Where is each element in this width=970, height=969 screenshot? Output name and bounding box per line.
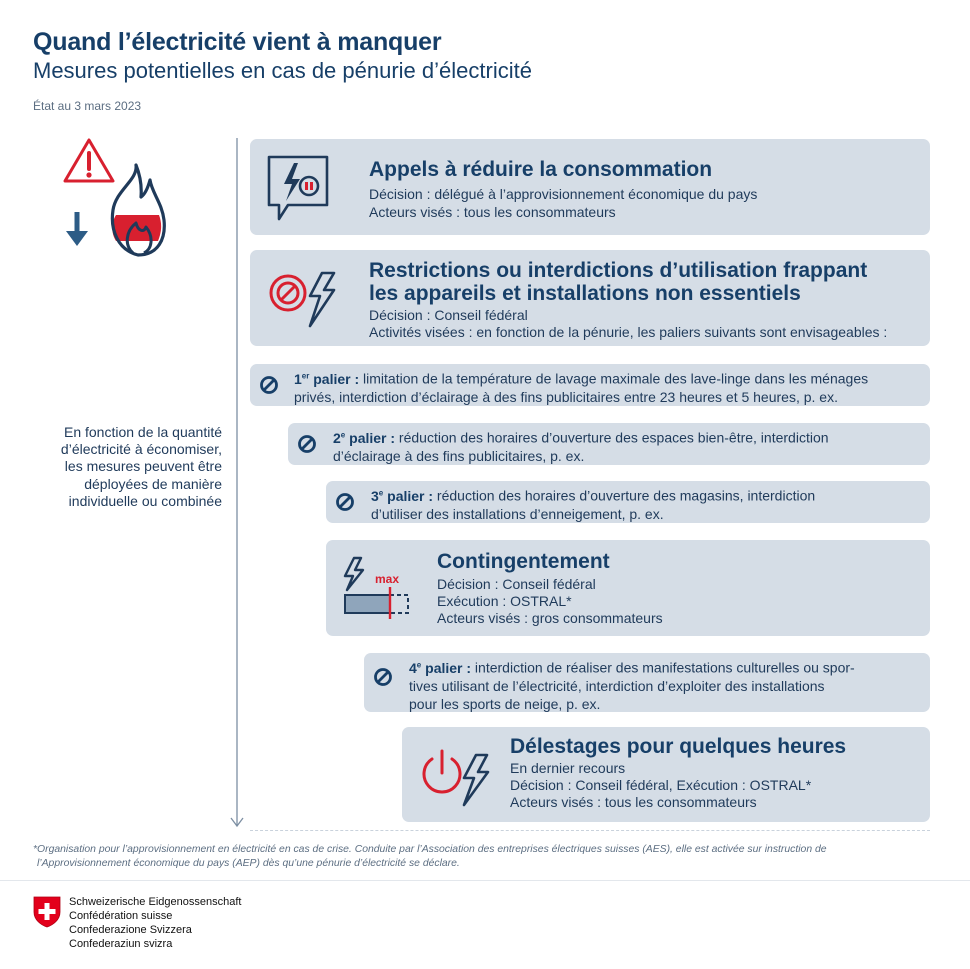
card-shedding <box>402 727 930 822</box>
prohibited-bolt-icon <box>266 268 342 332</box>
timeline-arrow <box>228 138 248 834</box>
card-execution: Exécution : OSTRAL* <box>437 593 572 609</box>
step-4 <box>364 653 930 712</box>
status-date: État au 3 mars 2023 <box>33 99 142 113</box>
card-title: Délestages pour quelques heures <box>510 735 847 758</box>
page-title: Quand l’électricité vient à manquer <box>33 28 442 56</box>
card-actors: Acteurs visés : tous les consommateurs <box>369 204 616 220</box>
step-text: 4e palier : interdiction de réaliser des manifestations culturelles ou spor- tives utilisant de l’électricité, interdiction d’exploiter des installations pour les sports de neige, p. ex. <box>409 659 855 712</box>
card-decision: Décision : Conseil fédéral, Exécution : OSTRAL* <box>510 777 812 793</box>
card-decision: Décision : Conseil fédéral <box>437 576 596 592</box>
bolt-max-icon <box>342 556 414 620</box>
max-label: max <box>375 572 400 586</box>
card-activities: Activités visées : en fonction de la pénurie, les paliers suivants sont envisageables : <box>369 324 888 340</box>
swiss-cross-icon <box>33 896 61 928</box>
footer-divider <box>0 880 970 881</box>
card-title: Appels à réduire la consommation <box>369 158 713 181</box>
power-bolt-icon <box>420 747 492 809</box>
step-3 <box>326 481 930 523</box>
speech-bubble-bolt-icon <box>266 153 330 225</box>
timeline-end-divider <box>250 830 930 831</box>
ban-icon <box>373 667 393 687</box>
step-text: 3e palier : réduction des horaires d’ouverture des magasins, interdiction d’utiliser des installations d’enneigement, p. ex. <box>371 487 816 522</box>
step-text: 2e palier : réduction des horaires d’ouverture des espaces bien-être, interdiction d’éclairage à des fins publicitaires, p. ex. <box>333 429 829 464</box>
card-restrictions <box>250 250 930 346</box>
warning-icon <box>65 140 113 181</box>
card-title-line1: Restrictions ou interdictions d’utilisation frappant <box>369 259 868 282</box>
card-decision: Décision : délégué à l’approvisionnement économique du pays <box>369 186 758 202</box>
ban-icon <box>259 375 279 395</box>
card-appeals <box>250 139 930 235</box>
flame-icon <box>112 165 164 255</box>
card-quota <box>326 540 930 636</box>
card-actors: Acteurs visés : gros consommateurs <box>437 610 663 626</box>
step-1 <box>250 364 930 406</box>
card-actors: Acteurs visés : tous les consommateurs <box>510 794 757 810</box>
ban-icon <box>335 492 355 512</box>
shortage-illustration <box>58 135 178 275</box>
federation-name-it: Confederazione Svizzera <box>69 924 192 936</box>
card-last-resort: En dernier recours <box>510 760 626 776</box>
footnote: *Organisation pour l’approvisionnement en électricité en cas de crise. Conduite par l’Association des entreprises électriques suisses (AES), elle est activée sur instruction de l’Approvisionnement économique du pays (AEP) dès qu’une pénurie d’électricité se déclare. <box>33 844 827 869</box>
federation-name-fr: Confédération suisse <box>69 910 173 922</box>
federation-name-rm: Confederaziun svizra <box>69 938 173 950</box>
down-arrow-icon <box>66 212 88 246</box>
card-title: Contingentement <box>437 550 610 573</box>
federation-name-de: Schweizerische Eidgenossenschaft <box>69 896 242 908</box>
card-title-line2: les appareils et installations non essentiels <box>369 282 801 305</box>
card-decision: Décision : Conseil fédéral <box>369 307 528 323</box>
side-note: En fonction de la quantité d’électricité à économiser, les mesures peuvent être déployées de manière individuelle ou combinée <box>60 424 222 509</box>
step-text: 1er palier : limitation de la température de lavage maximale des lave-linge dans les ménages privés, interdiction d’éclairage à des fins publicitaires entre 23 heures et 5 heures, p. ex. <box>294 370 869 405</box>
ban-icon <box>297 434 317 454</box>
page-subtitle: Mesures potentielles en cas de pénurie d’électricité <box>33 58 532 83</box>
step-2 <box>288 423 930 465</box>
